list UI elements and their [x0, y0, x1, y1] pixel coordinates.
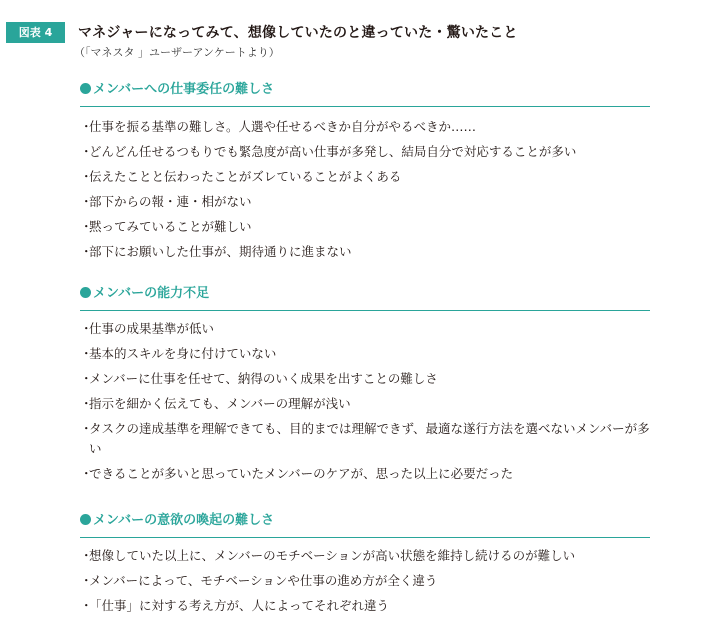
list-item-text: 「仕事」に対する考え方が、人によってそれぞれ違う — [89, 598, 390, 613]
figure-badge: 図表 4 — [6, 22, 65, 43]
list-item — [80, 546, 650, 566]
figure-source: （「マネスタ 」ユーザーアンケートより） — [74, 46, 280, 59]
section-ability — [80, 284, 650, 481]
dot-bullet: ・ — [80, 321, 93, 336]
section-heading-text: メンバーの能力不足 — [93, 286, 210, 301]
list-item-text: 黙ってみていることが難しい — [89, 219, 252, 234]
dot-bullet: ・ — [80, 219, 93, 234]
list-item-text: 仕事を振る基準の難しさ。人選や任せるべきか自分がやるべきか…… — [89, 119, 477, 134]
dot-bullet: ・ — [80, 194, 93, 209]
list-item — [80, 571, 650, 591]
dot-bullet: ・ — [80, 548, 93, 563]
item-list — [80, 546, 650, 621]
list-item — [80, 369, 650, 389]
list-item — [80, 167, 650, 187]
item-list — [80, 319, 650, 489]
section-heading-text: メンバーへの仕事委任の難しさ — [93, 82, 275, 97]
dot-bullet: ・ — [80, 466, 93, 481]
list-item-text: タスクの達成基準を理解できても、目的までは理解できず、最適な遂行方法を選べないメンバーが多い — [89, 421, 650, 456]
list-item-text: メンバーによって、モチベーションや仕事の進め方が全く違う — [89, 573, 438, 588]
list-item-text: 指示を細かく伝えても、メンバーの理解が浅い — [89, 396, 351, 411]
dot-bullet: ・ — [80, 244, 93, 259]
list-item — [80, 596, 650, 616]
list-item — [80, 192, 650, 212]
figure-title: マネジャーになってみて、想像していたのと違っていた・驚いたこと — [78, 25, 518, 41]
list-item — [80, 242, 650, 262]
list-item — [80, 319, 650, 339]
section-heading-text: メンバーの意欲の喚起の難しさ — [93, 513, 275, 528]
list-item-text: 部下からの報・連・相がない — [89, 194, 252, 209]
list-item-text: メンバーに仕事を任せて、納得のいく成果を出すことの難しさ — [89, 371, 438, 386]
circle-bullet-icon — [80, 514, 91, 525]
circle-bullet-icon — [80, 83, 91, 94]
item-list — [80, 117, 650, 267]
list-item — [80, 464, 650, 484]
list-item — [80, 419, 650, 459]
list-item-text: できることが多いと思っていたメンバーのケアが、思った以上に必要だった — [89, 466, 514, 481]
list-item — [80, 117, 650, 137]
section-heading — [80, 511, 650, 538]
list-item-text: どんどん任せるつもりでも緊急度が高い仕事が多発し、結局自分で対応することが多い — [89, 144, 577, 159]
dot-bullet: ・ — [80, 144, 93, 159]
list-item-text: 仕事の成果基準が低い — [89, 321, 215, 336]
list-item — [80, 344, 650, 364]
dot-bullet: ・ — [80, 169, 93, 184]
dot-bullet: ・ — [80, 396, 93, 411]
list-item-text: 想像していた以上に、メンバーのモチベーションが高い状態を維持し続けるのが難しい — [89, 548, 576, 563]
section-motivation — [80, 511, 650, 613]
dot-bullet: ・ — [80, 573, 93, 588]
dot-bullet: ・ — [80, 346, 93, 361]
section-delegation — [80, 80, 650, 259]
section-heading — [80, 284, 650, 311]
dot-bullet: ・ — [80, 119, 93, 134]
dot-bullet: ・ — [80, 598, 93, 613]
list-item — [80, 217, 650, 237]
list-item — [80, 142, 650, 162]
circle-bullet-icon — [80, 287, 91, 298]
list-item-text: 基本的スキルを身に付けていない — [89, 346, 277, 361]
section-heading — [80, 80, 650, 107]
dot-bullet: ・ — [80, 371, 93, 386]
list-item-text: 伝えたことと伝わったことがズレていることがよくある — [89, 169, 402, 184]
list-item — [80, 394, 650, 414]
list-item-text: 部下にお願いした仕事が、期待通りに進まない — [89, 244, 352, 259]
dot-bullet: ・ — [80, 421, 93, 436]
